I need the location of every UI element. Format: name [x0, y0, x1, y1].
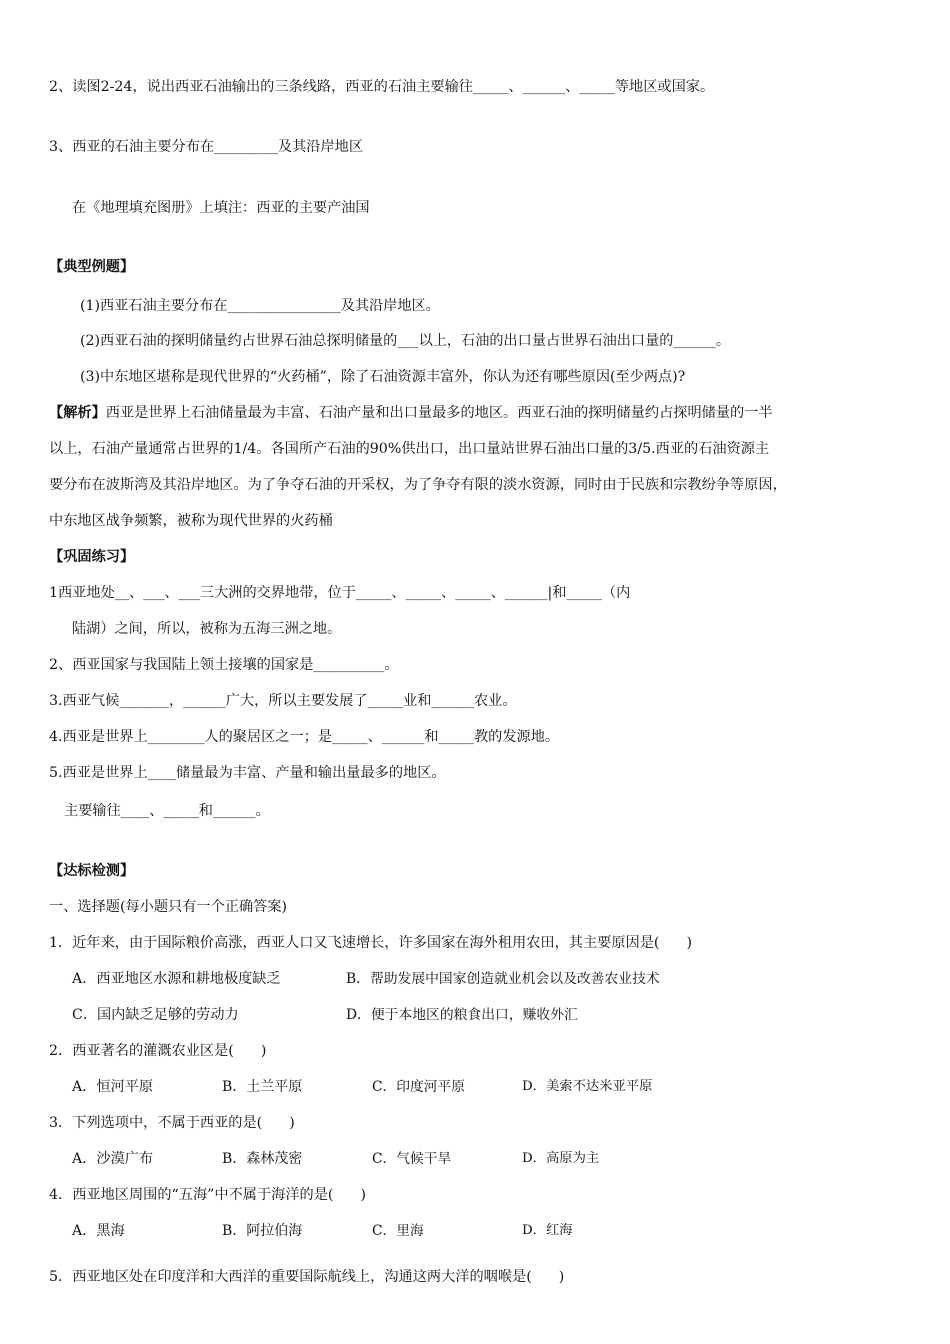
- analysis-text: 西亚是世界上石油储量最为丰富、石油产量和出口量最多的地区。西亚石油的探明储量约占探明储量的一半: [105, 405, 773, 421]
- fill-map-note: 在《地理填充图册》上填注：西亚的主要产油国: [72, 200, 370, 216]
- practice-item-4: 4.西亚是世界上________人的聚居区之一；是_____、______和_____教的发源地。: [49, 729, 560, 745]
- analysis-label: 【解析】: [49, 405, 106, 421]
- analysis-line-4: 中东地区战争频繁，被称为现代世界的火药桶: [49, 513, 333, 529]
- test-q1-option-b: B．帮助发展中国家创造就业机会以及改善农业技术: [346, 971, 660, 987]
- test-q2-option-c: C．印度河平原: [372, 1079, 466, 1095]
- test-q2-stem: 2．西亚著名的灌溉农业区是( ): [49, 1043, 267, 1059]
- test-heading: 【达标检测】: [49, 863, 135, 879]
- question-3-text: 3、西亚的石油主要分布在_________及其沿岸地区: [49, 139, 364, 155]
- examples-heading: 【典型例题】: [49, 259, 135, 275]
- test-q1-option-d: D．便于本地区的粮食出口，赚收外汇: [346, 1007, 578, 1023]
- example-item-1: (1)西亚石油主要分布在________________及其沿岸地区。: [80, 298, 440, 314]
- analysis-line-3: 要分布在波斯湾及其沿岸地区。为了争夺石油的开采权，为了争夺有限的淡水资源，同时由于民族和宗教纷争等原因，: [49, 477, 787, 493]
- test-q5-stem: 5．西亚地区处在印度洋和大西洋的重要国际航线上，沟通这两大洋的咽喉是( ): [49, 1269, 565, 1285]
- test-q3-option-d: D．高原为主: [522, 1151, 600, 1166]
- practice-item-5: 5.西亚是世界上____储量最为丰富、产量和输出量最多的地区。: [49, 765, 446, 781]
- test-q4-option-c: C．里海: [372, 1223, 424, 1239]
- practice-heading: 【巩固练习】: [49, 549, 135, 565]
- test-q1-option-a: A．西亚地区水源和耕地极度缺乏: [72, 971, 281, 987]
- test-q4-option-b: B．阿拉伯海: [222, 1223, 303, 1239]
- practice-item-1-cont: 陆湖）之间，所以，被称为五海三洲之地。: [72, 621, 342, 637]
- test-q4-option-d: D．红海: [522, 1223, 573, 1238]
- practice-item-1: 1西亚地处__、___、___三大洲的交界地带，位于_____、_____、_____、______|和_____（内: [49, 585, 631, 601]
- test-q3-option-a: A．沙漠广布: [72, 1151, 154, 1167]
- test-q2-option-d: D．美索不达米亚平原: [522, 1079, 653, 1094]
- section-title-choice: 一、选择题(每小题只有一个正确答案): [49, 899, 288, 915]
- practice-item-5-cont: 主要输往____、_____和______。: [64, 803, 270, 819]
- test-q3-option-c: C．气候干旱: [372, 1151, 452, 1167]
- example-item-2: (2)西亚石油的探明储量约占世界石油总探明储量的___以上，石油的出口量占世界石油出口量的______。: [80, 333, 731, 349]
- test-q1-option-c: C．国内缺乏足够的劳动力: [72, 1007, 239, 1023]
- test-q4-stem: 4．西亚地区周围的“五海”中不属于海洋的是( ): [49, 1187, 367, 1203]
- example-item-3: (3)中东地区堪称是现代世界的“火药桶”，除了石油资源丰富外，你认为还有哪些原因(至少两点)?: [80, 369, 686, 385]
- question-2-text: 2、读图2-24，说出西亚石油输出的三条线路，西亚的石油主要输往_____、______、_____等地区或国家。: [49, 79, 715, 95]
- practice-item-3: 3.西亚气候_______，______广大，所以主要发展了_____业和______农业。: [49, 693, 517, 709]
- analysis-line-2: 以上，石油产量通常占世界的1/4。各国所产石油的90%供出口，出口量站世界石油出口量的3/5.西亚的石油资源主: [49, 441, 770, 457]
- analysis-line-1: [49, 402, 950, 424]
- test-q4-option-a: A．黑海: [72, 1223, 125, 1239]
- test-q2-option-a: A．恒河平原: [72, 1079, 154, 1095]
- test-q3-stem: 3．下列选项中，不属于西亚的是( ): [49, 1115, 295, 1131]
- test-q1-stem: 1．近年来，由于国际粮价高涨，西亚人口又飞速增长，许多国家在海外租用农田，其主要原因是( ): [49, 935, 693, 951]
- test-q2-option-b: B．土兰平原: [222, 1079, 303, 1095]
- test-q3-option-b: B．森林茂密: [222, 1151, 303, 1167]
- practice-item-2: 2、西亚国家与我国陆上领土接壤的国家是__________。: [49, 657, 399, 673]
